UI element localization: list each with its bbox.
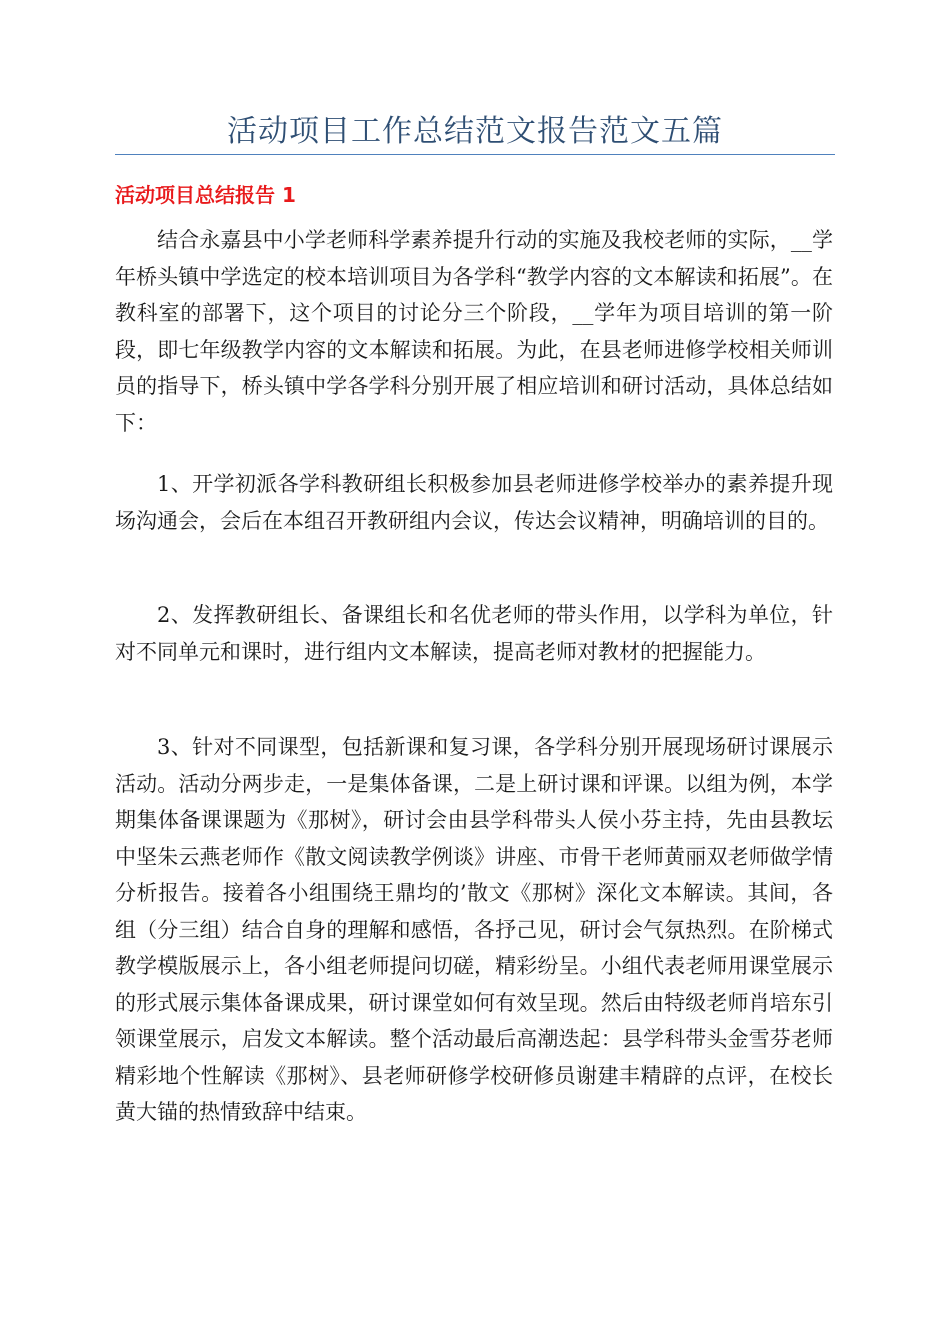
title-underline	[115, 154, 835, 155]
point-1-paragraph: 1、开学初派各学科教研组长积极参加县老师进修学校举办的素养提升现场沟通会，会后在本组召开教研组内会议，传达会议精神，明确培训的目的。	[115, 472, 833, 533]
section-heading: 活动项目总结报告 1	[115, 183, 296, 207]
point-3-paragraph: 3、针对不同课型，包括新课和复习课，各学科分别开展现场研讨课展示活动。活动分两步走，一是集体备课，二是上研讨课和评课。以组为例，本学期集体备课课题为《那树》，研讨会由县学科带头人侯小芬主持，先由县教坛中坚朱云燕老师作《散文阅读教学例谈》讲座、市骨干老师黄丽双老师做学情分析报告。接着各小组围绕王鼎均的’散文《那树》深化文本解读。其间，各组（分三组）结合自身的理解和感悟，各抒己见，研讨会气氛热烈。在阶梯式教学模版展示上，各小组老师提问切磋，精彩纷呈。小组代表老师用课堂展示的形式展示集体备课成果，研讨课堂如何有效呈现。然后由特级老师肖培东引领课堂展示，启发文本解读。整个活动最后高潮迭起：县学科带头金雪芬老师精彩地个性解读《那树》、县老师研修学校研修员谢建丰精辟的点评，在校长黄大锚的热情致辞中结束。	[115, 735, 833, 1124]
intro-paragraph: 结合永嘉县中小学老师科学素养提升行动的实施及我校老师的实际，__学年桥头镇中学选定的校本培训项目为各学科“教学内容的文本解读和拓展”。在教科室的部署下，这个项目的讨论分三个阶段，__学年为项目培训的第一阶段，即七年级教学内容的文本解读和拓展。为此，在县老师进修学校相关师训员的指导下，桥头镇中学各学科分别开展了相应培训和研讨活动，具体总结如下：	[115, 228, 833, 435]
document-title: 活动项目工作总结范文报告范文五篇	[227, 114, 723, 149]
point-2-paragraph: 2、发挥教研组长、备课组长和名优老师的带头作用，以学科为单位，针对不同单元和课时，进行组内文本解读，提高老师对教材的把握能力。	[115, 603, 833, 664]
